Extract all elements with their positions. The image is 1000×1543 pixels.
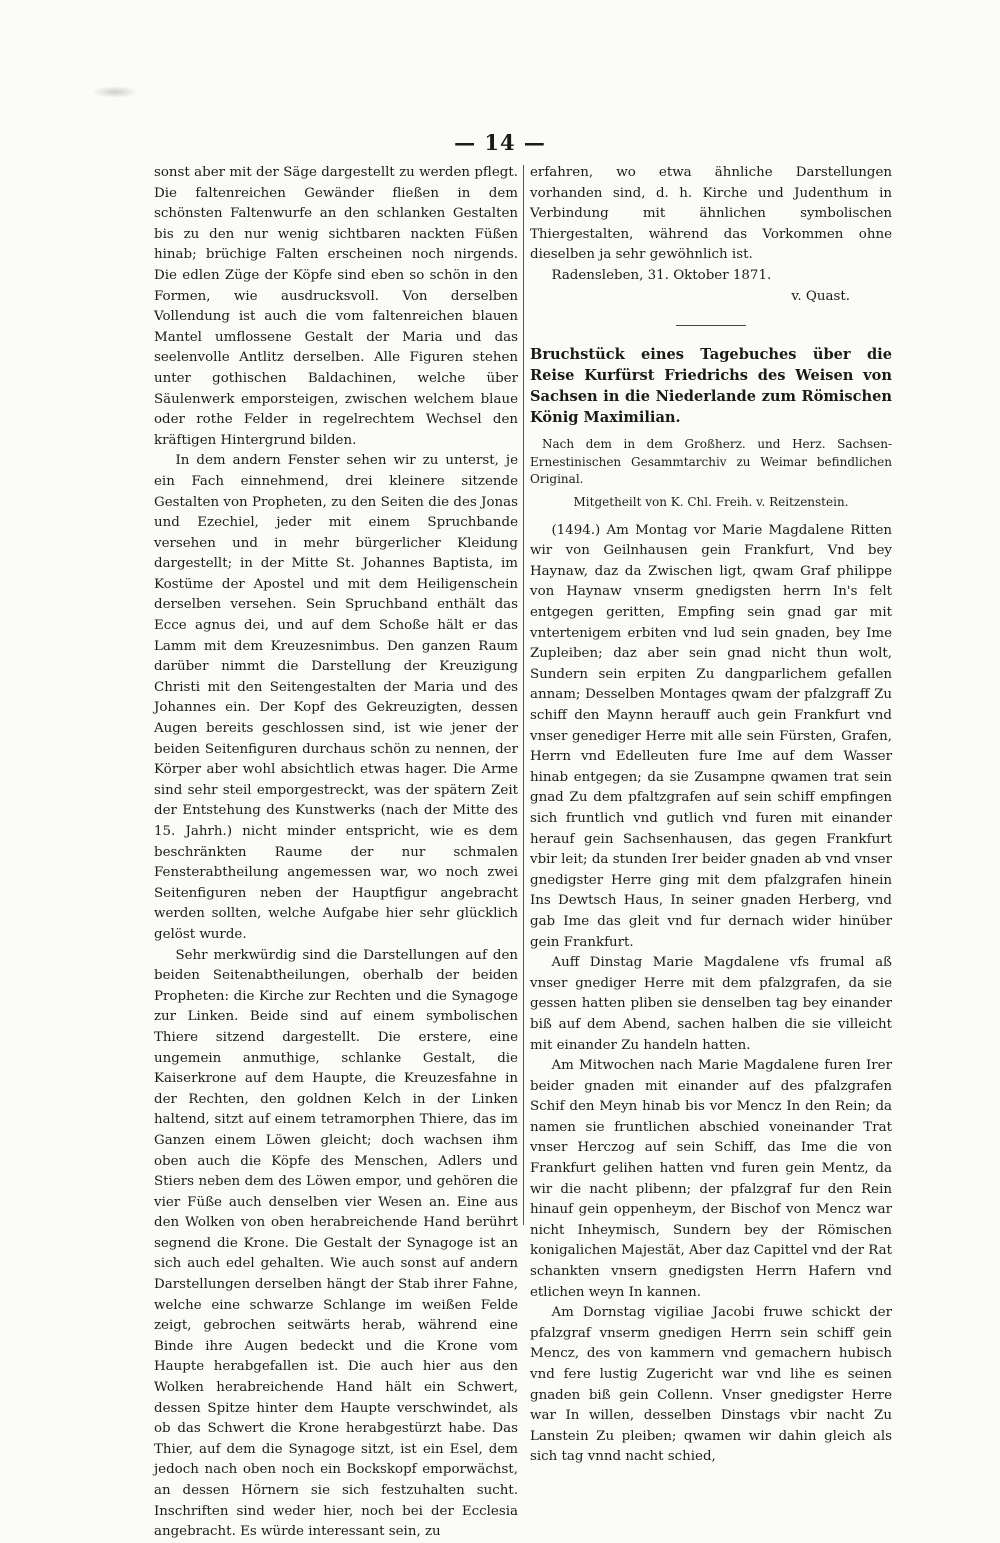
diary-paragraph-1: (1494.) Am Montag vor Marie Magdalene Ritten wir von Geilnhausen gein Frankfurt, Vnd bey Haynaw, daz da Zwischen ligt, qwam Graf philippe von Haynaw vnserm gnedigsten herrn In's felt entgegen geritten, Empfing sein gnad gar mit vntertenigem erbiten vnd lud sein gnaden, bey Ime Zupleiben; daz aber sein gnad nicht thun wolt, Sundern sein erpiten Zu dangparlichem gefallen annam; Desselben Montages qwam der pfalzgraff Zu schiff den Maynn herauff auch gein Frankfurt vnd vnser genediger Herre mit alle sein Fürsten, Grafen, Herrn vnd Edelleuten fure Ime auf dem Wasser hinab entgegen; da sie Zusampne qwamen trat sein gnad Zu dem pfaltzgrafen auf sein schiff empfingen sich fruntlich vnd gutlich vnd furen mit einander herauf gein Sachsenhausen, das gegen Frankfurt vbir leit; da stunden Irer beider gnaden ab vnd vnser gnedigster Herre ging mit dem pfalzgrafen hinein Ins Dewtsch Haus, In seiner gnaden Herberg, vnd gab Ime das gleit vnd fur dernach wider hinüber gein Frankfurt. [530,522,892,950]
left-paragraph-2: In dem andern Fenster sehen wir zu unterst, je ein Fach einnehmend, drei kleinere sitzende Gestalten von Propheten, zu den Seiten die des Jonas und Ezechiel, jeder mit einem Spruchbande versehen und in mehr bürgerlicher Kleidung dargestellt; in der Mitte St. Johannes Baptista, im Kostüme der Apostel und mit dem Heiligenschein derselben versehen. Sein Spruchband enthält das Ecce agnus dei, und auf dem Schoße hält er das Lamm mit dem Kreuzesnimbus. Den ganzen Raum darüber nimmt die Darstellung der Kreuzigung Christi mit den Seitengestalten der Maria und des Johannes ein. Der Kopf des Gekreuzigten, dessen Augen bereits geschlossen sind, ist wie jener der beiden Seitenfiguren durchaus schön zu nennen, der Körper aber wohl absichtlich etwas hager. Die Arme sind sehr steil emporgestreckt, was der spätern Zeit der Entstehung des Kunstwerks (nach der Mitte des 15. Jahrh.) nicht minder entspricht, wie es dem beschränkten Raume der nur schmalen Fensterabtheilung angemessen war, wo noch zwei Seitenfiguren neben der Hauptfigur angebracht werden sollten, welche Aufgabe hier sehr glücklich gelöst wurde. [154,453,518,942]
diary-paragraph-4: Am Dornstag vigiliae Jacobi fruwe schickt der pfalzgraf vnserm gnedigen Herrn sein schiff gein Mencz, des von kammern vnd gemachern hubisch vnd fere lustig Zugericht war vnd lihe es seinen gnaden biß gein Collenn. Vnser gnedigster Herre war In willen, desselben Dinstags vbir nacht Zu Lanstein Zu pleiben; qwamen wir dahin gleich als sich tag vnnd nacht schied, [530,1305,892,1465]
communicated-by: Mitgetheilt von K. Chl. Freih. v. Reitzenstein. [573,494,849,509]
diary-paragraph-2: Auff Dinstag Marie Magdalene vfs frumal aß vnser gnediger Herre mit dem pfalzgrafen, da sie gessen hatten pliben sie denselben tag bey einander biß auf dem Abend, sachen halben die sie villeicht mit einander Zu handeln hatten. [530,955,892,1053]
article-heading: Bruchstück eines Tagebuches über die Reise Kurfürst Friedrichs des Weisen von Sachsen in die Niederlande zum Römischen König Maximilian. [530,346,892,427]
dateline: Radensleben, 31. Oktober 1871. [551,267,772,283]
section-divider [676,325,746,326]
signature: v. Quast. [791,288,850,304]
paper-stain [92,86,138,98]
column-divider [523,165,524,1225]
source-note: Nach dem in dem Großherz. und Herz. Sachsen-Ernestinischen Gesammtarchiv zu Weimar befindlichen Original. [530,437,892,487]
diary-paragraph-3: Am Mitwochen nach Marie Magdalene furen Irer beider gnaden mit einander auf des pfalzgrafen Schif den Meyn hinab bis vor Mencz In den Rein; da namen sie fruntlichen abschied voneinander Trat vnser Herczog auf sein Schiff, das Ime die von Frankfurt gelihen hatten vnd furen gein Mentz, da wir die nacht plibenn; der pfalzgraf fur den Rein hinauf gein oppenheym, der Bischof von Mencz war nicht Inheymisch, Sundern bey der Römischen konigalichen Majestät, Aber daz Capittel vnd der Rat schankten vnsern gnedigsten Herrn Hafern vnd etlichen weyn In kannen. [530,1058,892,1300]
page-number: — 14 — [454,130,546,155]
left-paragraph-3: Sehr merkwürdig sind die Darstellungen auf den beiden Seitenabtheilungen, oberhalb der beiden Propheten: die Kirche zur Rechten und die Synagoge zur Linken. Beide sind auf einem symbolischen Thiere sitzend dargestellt. Die erstere, eine ungemein anmuthige, schlanke Gestalt, die Kaiserkrone auf dem Haupte, die Kreuzesfahne in der Rechten, den goldnen Kelch in der Linken haltend, sitzt auf einem tetramorphen Thiere, das im Ganzen einem Löwen gleicht; doch wachsen ihm oben auch die Köpfe des Menschen, Adlers und Stiers neben dem des Löwen empor, und gehören die vier Füße auch denselben vier Wesen an. Eine aus den Wolken von oben herabreichende Hand berührt segnend die Krone. Die Gestalt der Synagoge ist an sich auch edel gehalten. Wie auch sonst auf andern Darstellungen derselben hängt der Stab ihrer Fahne, welche eine schwarze Schlange im weißen Felde zeigt, gebrochen seitwärts herab, während eine Binde ihre Augen bedeckt und die Krone vom Haupte herabgefallen ist. Die auch hier aus den Wolken herabreichende Hand hält ein Schwert, dessen Spitze hinter dem Haupte verschwindet, als ob das Schwert die Krone herabgestürzt habe. Das Thier, auf dem die Synagoge sitzt, ist ein Esel, dem jedoch nach oben noch ein Bockskopf emporwächst, an dessen Hörnern sie sich festzuhalten sucht. Inschriften sind weder hier, noch bei der Ecclesia angebracht. Es würde interessant sein, zu [154,947,518,1540]
left-paragraph-1: sonst aber mit der Säge dargestellt zu werden pflegt. Die faltenreichen Gewänder fließen in dem schönsten Faltenwurfe an den schlanken Gestalten bis zu den nur wenig sichtbaren nackten Füßen hinab; brüchige Falten erscheinen noch nirgends. Die edlen Züge der Köpfe sind eben so schön in den Formen, wie ausdrucksvoll. Von derselben Vollendung ist auch die vom faltenreichen blauen Mantel umflossene Gestalt der Maria und das seelenvolle Antlitz derselben. Alle Figuren stehen unter gothischen Baldachinen, welche über Säulenwerk emporsteigen, zwischen welchem blaue oder rothe Felder in regelrechtem Wechsel den kräftigen Hintergrund bilden. [154,165,518,448]
left-column [154,163,518,1543]
right-continuation: erfahren, wo etwa ähnliche Darstellungen vorhanden sind, d. h. Kirche und Judenthum in Verbindung mit ähnlichen symbolischen Thiergestalten, während das Vorkommen ohne dieselben ja sehr gewöhnlich ist. [530,165,892,263]
right-column [530,163,892,1468]
